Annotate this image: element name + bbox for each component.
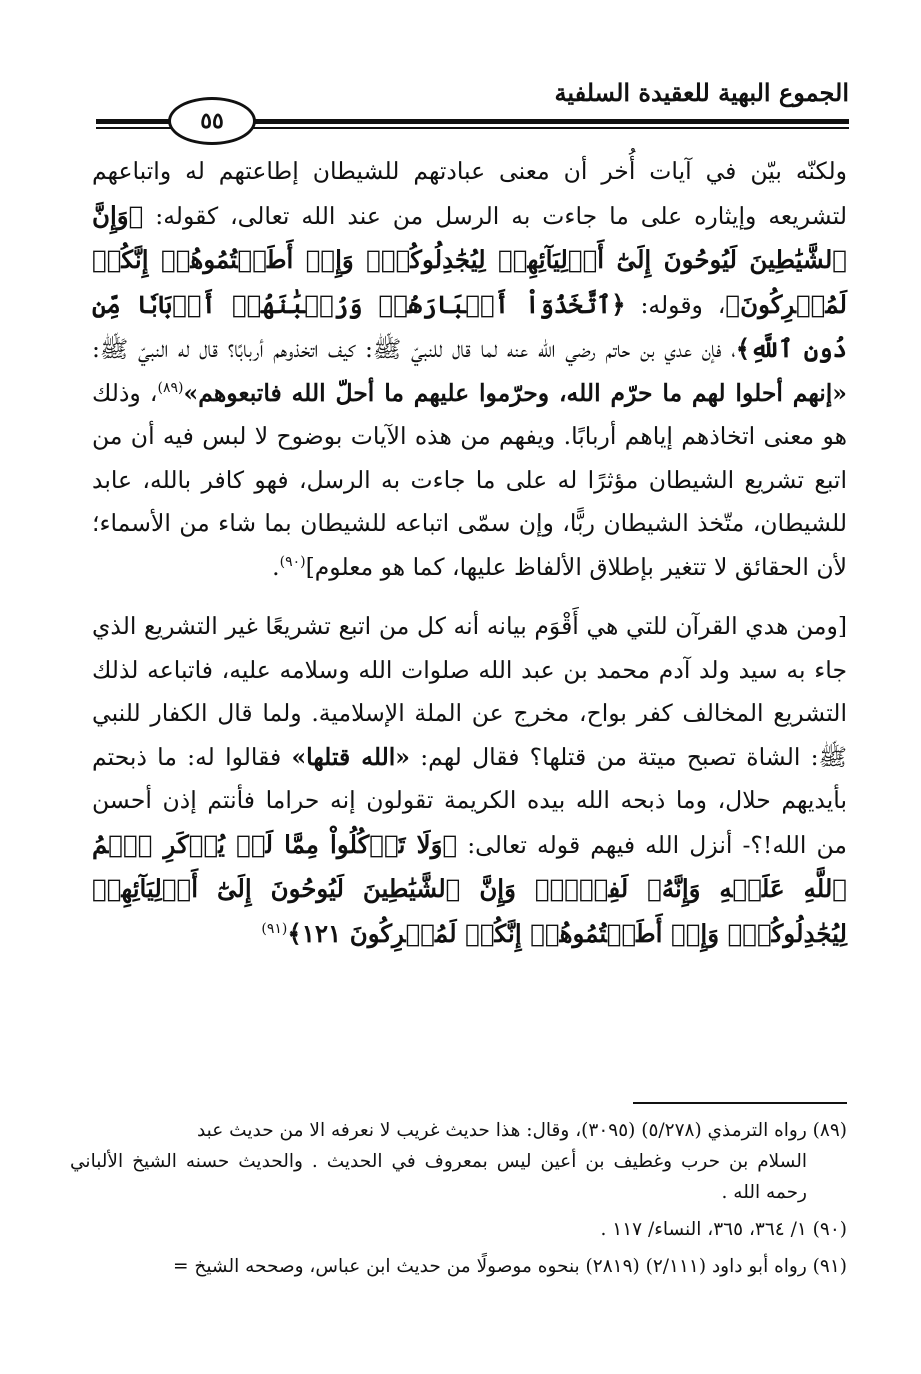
paragraph-text: ، وقوله: bbox=[640, 290, 726, 319]
footnote-text: (٩١) رواه أبو داود (٢/١١١) (٢٨١٩) بنحوه موصولًا من حديث ابن عباس، وصححه الشيخ = bbox=[173, 1256, 847, 1277]
footnote-text: السلام بن حرب وغطيف بن أعين ليس بمعروف في الحديث . والحديث حسنه الشيخ الألباني رحمه الله . bbox=[70, 1151, 807, 1203]
footnote-text: (٨٩) رواه الترمذي (٥/٢٧٨) (٣٠٩٥)، وقال: هذا حديث غريب لا نعرفه الا من حديث عبد bbox=[196, 1120, 847, 1141]
footnote-text: (٩٠) ١/ ٣٦٤، ٣٦٥، النساء/ ١١٧ . bbox=[600, 1219, 847, 1240]
paragraph-text: ولكنّه بيّن في آيات أُخر أن معنى عبادتهم للشيطان إطاعتهم له واتباعهم لتشريعه وإيثاره على ما جاءت به الرسل من عند الله تعالى، كقوله: bbox=[92, 157, 847, 230]
paragraph-1 bbox=[92, 150, 847, 589]
paragraph-text: فقالوا له: ما ذبحتم بأيديهم حلال، وما ذبحه الله بيده الكريمة تقولون إنه حراما فأنتم إذن أحسن من الله!؟- أنزل الله فيهم قوله تعالى: bbox=[92, 742, 847, 859]
hadith-quote: «الله قتلها» bbox=[291, 742, 410, 771]
paragraph-2 bbox=[92, 605, 847, 956]
paragraph-text: ، وذلك هو معنى اتخاذهم إياهم أربابًا. ويفهم من هذه الآيات بوضوح لا لبس فيه أن من اتبع تشريع الشيطان مؤثرًا له على ما جاءت به الرسل، فهو كافر بالله، عابد للشيطان، متّخذ الشيطان ربًّا، وإن سمّى اتباعه للشيطان بما شاء من الأسماء؛ لأن الحقائق لا تتغير بإطلاق الألفاظ عليها، كما هو معلوم] bbox=[92, 378, 847, 581]
main-text bbox=[92, 150, 847, 956]
footnote-ref-90[interactable]: (٩٠) bbox=[279, 553, 306, 570]
book-title: الجموع البهية للعقيدة السلفية bbox=[554, 78, 849, 107]
footnote-ref-89[interactable]: (٨٩) bbox=[157, 379, 184, 396]
quran-verse: ﴿وَإِنَّ ٱلشَّيَٰطِينَ لَيُوحُونَ إِلَىٰٓ أَوۡلِيَآئِهِمۡ لِيُجَٰدِلُوكُمۡۖ وَإِنۡ أَطَعۡتُمُوهُمۡ إِنَّكُمۡ لَمُشۡرِكُونَ﴾ bbox=[92, 200, 847, 319]
hadith-quote: «إنهم أحلوا لهم ما حرّم الله، وحرّموا عليهم ما أحلّ الله فاتبعوهم» bbox=[183, 378, 847, 407]
paragraph-text: . bbox=[272, 552, 280, 581]
footnote-89 bbox=[70, 1115, 847, 1146]
quran-verse: ﴿ٱتَّخَذُوٓاْ أَحۡبَارَهُمۡ وَرُهۡبَٰنَهُمۡ أَرۡبَابٗا مِّن دُونِ ٱللَّهِ﴾ bbox=[92, 289, 847, 363]
footnote-separator bbox=[633, 1102, 847, 1104]
page-number-frame bbox=[168, 97, 256, 145]
paragraph-text: ، فإن عدي بن حاتم رضي الله عنه لما قال للنبيّ ﷺ: كيف اتخذوهم أربابًا؟ قال له النبيّ ﷺ: bbox=[92, 335, 736, 363]
footnote-90 bbox=[70, 1214, 847, 1245]
footnote-ref-91[interactable]: (٩١) bbox=[261, 920, 288, 937]
footnote-89-continued bbox=[70, 1146, 847, 1208]
footnotes bbox=[70, 1115, 847, 1282]
quran-verse: ﴿وَلَا تَأۡكُلُواْ مِمَّا لَمۡ يُذۡكَرِ ٱسۡمُ ٱللَّهِ عَلَيۡهِ وَإِنَّهُۥ لَفِسۡقٞۗ وَإِنَّ ٱلشَّيَٰطِينَ لَيُوحُونَ إِلَىٰٓ أَوۡلِيَآئِهِمۡ لِيُجَٰدِلُوكُمۡۖ وَإِنۡ أَطَعۡتُمُوهُمۡ إِنَّكُمۡ لَمُشۡرِكُونَ ١٢١﴾ bbox=[92, 829, 847, 948]
page-number: ٥٥ bbox=[200, 108, 224, 134]
footnote-91 bbox=[70, 1251, 847, 1282]
paragraph-text: [ومن هدي القرآن للتي هي أَقْوَم بيانه أنه كل من اتبع تشريعًا غير التشريع الذي جاء به سيد ولد آدم محمد بن عبد الله صلوات الله وسلامه عليه، فاتباعه لذلك التشريع المخالف كفر بواح، مخرج عن الملة الإسلامية. ولما قال الكفار للنبي ﷺ: الشاة تصبح ميتة من قتلها؟ فقال لهم: bbox=[92, 612, 847, 771]
